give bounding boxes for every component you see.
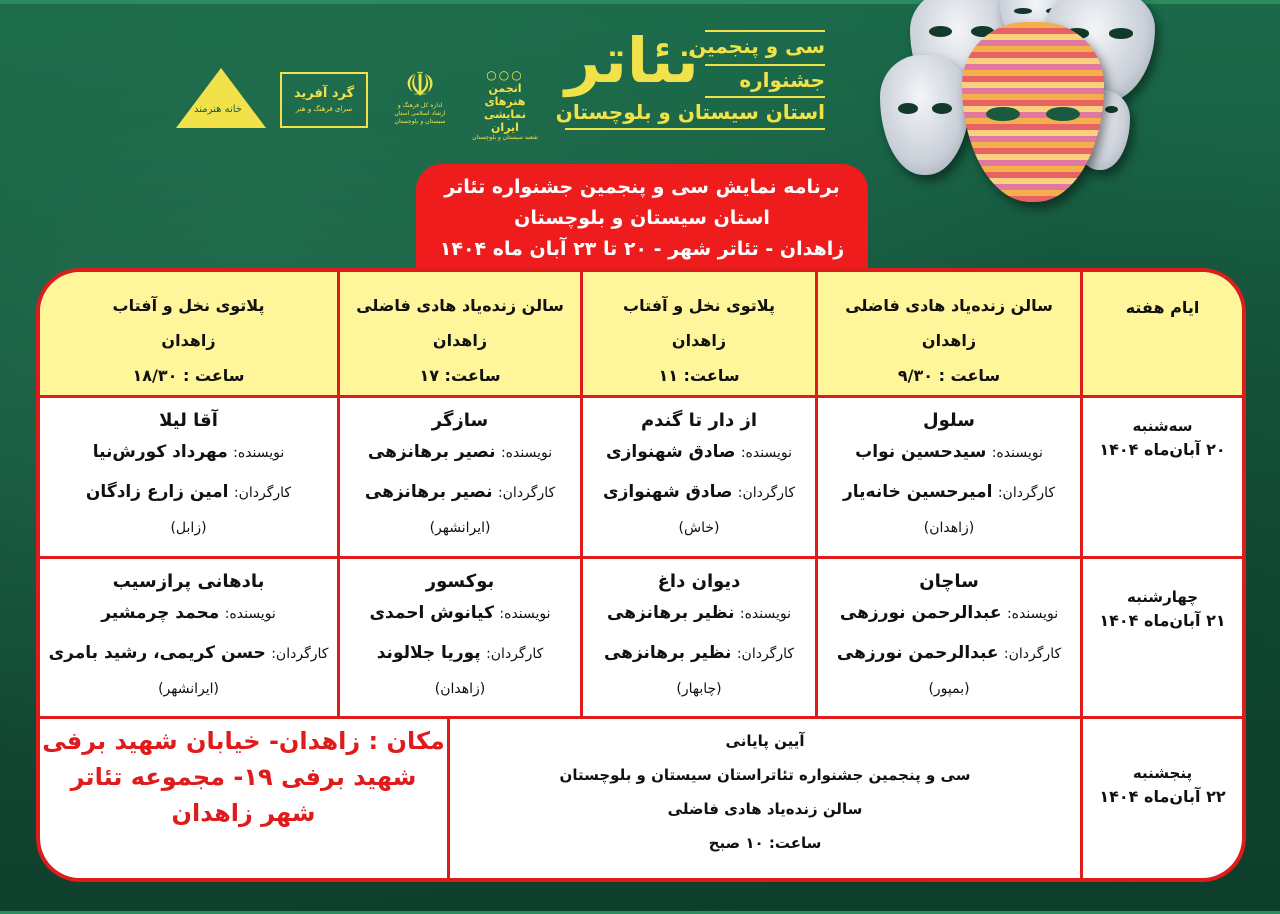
writer-label: نویسنده: [740, 445, 792, 461]
play-title: بوکسور [425, 571, 495, 592]
day-name: چهارشنبه [1126, 588, 1199, 606]
day-cell [1080, 395, 1242, 556]
header-cell-venue [580, 272, 815, 395]
association-logo-sub: شعبه سیستان و بلوچستان [472, 134, 538, 141]
schedule-table [36, 268, 1246, 882]
director-credit [377, 634, 544, 674]
theatre-masks-illustration [870, 0, 1140, 200]
header-cell-venue [40, 272, 337, 395]
writer-label: نویسنده: [739, 606, 791, 622]
header-cell-venue [337, 272, 580, 395]
venue-city: زاهدان [921, 331, 977, 350]
ershad-logo-sub: اداره کل فرهنگ و ارشاد اسلامی استان سیستان و بلوچستان [394, 102, 446, 125]
table-header-row [40, 272, 1242, 398]
gerdafarid-logo-text: گرد آفرید [293, 86, 355, 101]
director-name: حسن کریمی، رشید بامری [48, 643, 266, 663]
director-credit [843, 473, 1055, 513]
closing-ceremony-cell [447, 716, 1080, 882]
director-credit [603, 473, 795, 513]
patterned-mask-icon [962, 22, 1104, 202]
director-label: کارگردان: [997, 485, 1056, 501]
sponsor-logos [170, 65, 550, 141]
play-title: دیوان داغ [657, 571, 741, 592]
director-label: کارگردان: [271, 646, 329, 662]
play-origin: (زاهدان) [923, 520, 975, 536]
day-name: سه‌شنبه [1132, 417, 1193, 435]
venue-name: پلاتوی نخل و آفتاب [623, 296, 775, 315]
play-title: سلول [923, 410, 975, 431]
writer-credit [369, 594, 550, 634]
director-credit [365, 473, 555, 513]
play-origin: (زاهدان) [434, 681, 486, 697]
writer-name: محمد چرمشیر [101, 603, 220, 623]
director-name: امیرحسین خانه‌یار [842, 482, 993, 502]
play-origin: (خاش) [678, 520, 720, 536]
gerdafarid-logo-sub: سرای فرهنگ و هنر [295, 105, 353, 113]
day-date: ۲۲ آبان‌ماه ۱۴۰۴ [1099, 787, 1226, 806]
title-theatre-word: تئاتر [565, 24, 699, 97]
venue-name: سالن زنده‌یاد هادی فاضلی [356, 296, 564, 315]
play-cell [40, 556, 337, 716]
location-line-2: شهید برفی ۱۹- مجموعه تئاتر شهر زاهدان [70, 763, 417, 827]
day-date: ۲۰ آبان‌ماه ۱۴۰۴ [1099, 440, 1226, 459]
director-name: عبدالرحمن نورزهی [836, 643, 999, 663]
play-cell [580, 395, 815, 556]
play-origin: (ایرانشهر) [158, 681, 219, 697]
association-logo-text: انجمن هنرهای نمایشی ایران [483, 82, 527, 134]
doostdaran-logo-text: خانه هنرمند [194, 104, 242, 115]
director-credit [86, 473, 291, 513]
table-row [40, 395, 1242, 559]
writer-name: عبدالرحمن نورزهی [839, 603, 1002, 623]
director-label: کارگردان: [497, 485, 556, 501]
banner-line-1: برنامه نمایش سی و پنجمین جشنواره تئاتر [444, 176, 840, 198]
writer-credit [855, 433, 1043, 473]
director-label: کارگردان: [1003, 646, 1062, 662]
banner-line-3: زاهدان - تئاتر شهر - ۲۰ تا ۲۳ آبان ماه ۱۴۰۴ [439, 238, 845, 260]
table-row [40, 716, 1242, 882]
director-credit [604, 634, 794, 674]
writer-label: نویسنده: [499, 606, 551, 622]
director-label: کارگردان: [233, 485, 292, 501]
title-rule [705, 96, 825, 98]
location-line-1: مکان : زاهدان- خیابان شهید برفی [42, 727, 445, 755]
location-cell [40, 716, 447, 882]
play-origin: (ایرانشهر) [429, 520, 491, 536]
day-date: ۲۱ آبان‌ماه ۱۴۰۴ [1099, 611, 1226, 630]
closing-festival-line: سی و پنجمین جشنواره تئاتراستان سیستان و بلوچستان [559, 766, 971, 784]
banner-line-2: استان سیستان و بلوچستان [514, 207, 770, 229]
venue-time: ساعت : ۹/۳۰ [897, 366, 1001, 385]
writer-name: صادق شهنوازی [606, 442, 736, 462]
rings-glyph: ○○○ [486, 68, 524, 82]
venue-city: زاهدان [161, 331, 216, 350]
writer-label: نویسنده: [991, 445, 1043, 461]
director-name: نظیر برهانزهی [603, 643, 732, 663]
writer-label: نویسنده: [224, 606, 276, 622]
writer-name: نصیر برهانزهی [367, 442, 496, 462]
writer-label: نویسنده: [1006, 606, 1059, 622]
festival-title [555, 24, 825, 130]
venue-city: زاهدان [432, 331, 488, 350]
play-cell [337, 556, 580, 716]
doostdaran-logo-icon [176, 68, 266, 128]
play-title: سازگر [431, 410, 489, 431]
writer-credit [606, 433, 792, 473]
writer-credit [607, 594, 791, 634]
day-name: پنجشنبه [1132, 764, 1193, 782]
play-title: ساچان [919, 571, 979, 592]
title-line-3: استان سیستان و بلوچستان [555, 100, 825, 124]
play-cell [337, 395, 580, 556]
closing-venue: سالن زنده‌یاد هادی فاضلی [667, 800, 863, 818]
table-row [40, 556, 1242, 719]
gerdafarid-logo-icon [280, 72, 368, 128]
writer-name: سیدحسین نواب [855, 442, 987, 462]
venue-time: ساعت : ۱۸/۳۰ [132, 366, 245, 385]
writer-label: نویسنده: [500, 445, 553, 461]
title-line-2: جشنواره [739, 68, 825, 92]
title-rule [705, 30, 825, 32]
closing-time: ساعت: ۱۰ صبح [708, 834, 822, 852]
director-label: کارگردان: [486, 646, 544, 662]
venue-name: سالن زنده‌یاد هادی فاضلی [845, 296, 1053, 315]
day-cell [1080, 556, 1242, 716]
director-label: کارگردان: [736, 646, 795, 662]
play-origin: (بمپور) [928, 681, 970, 697]
title-rule [705, 64, 825, 66]
venue-name: پلاتوی نخل و آفتاب [112, 296, 265, 315]
play-origin: (چابهار) [676, 681, 722, 697]
play-cell [580, 556, 815, 716]
writer-label: نویسنده: [233, 445, 285, 461]
writer-credit [101, 594, 276, 634]
writer-name: کیانوش احمدی [369, 603, 494, 623]
writer-credit [368, 433, 552, 473]
director-label: کارگردان: [737, 485, 795, 501]
writer-credit [840, 594, 1058, 634]
director-name: امین زارع زادگان [85, 482, 229, 502]
director-name: نصیر برهانزهی [364, 482, 493, 502]
header-cell-days [1080, 272, 1242, 395]
director-credit [837, 634, 1061, 674]
venue-time: ساعت: ۱۷ [419, 366, 501, 385]
header-days-label: ایام هفته [1125, 298, 1200, 317]
writer-name: نظیر برهانزهی [607, 603, 735, 623]
play-origin: (زابل) [170, 520, 207, 536]
play-cell [815, 395, 1080, 556]
director-name: پوریا جلالوند [376, 643, 481, 663]
play-title: آقا لیلا [159, 410, 218, 431]
mask-icon [880, 55, 970, 175]
title-line-1: سی و پنجمین [689, 34, 825, 58]
writer-credit [93, 433, 285, 473]
play-title: بادهانی پرازسیب [112, 571, 265, 592]
day-cell [1080, 716, 1242, 882]
writer-name: مهرداد کورش‌نیا [92, 442, 228, 462]
director-credit [49, 634, 329, 674]
iran-emblem-icon [390, 65, 450, 125]
emblem-glyph: ☫ [404, 65, 436, 105]
director-name: صادق شهنوازی [603, 482, 733, 502]
closing-title: آیین پایانی [725, 732, 805, 750]
venue-city: زاهدان [671, 331, 727, 350]
venue-time: ساعت: ۱۱ [658, 366, 740, 385]
play-cell [40, 395, 337, 556]
play-cell [815, 556, 1080, 716]
play-title: از دار تا گندم [640, 410, 758, 431]
header-cell-venue [815, 272, 1080, 395]
title-rule [565, 128, 825, 130]
program-banner [416, 164, 868, 274]
theatre-association-logo-icon [470, 68, 540, 141]
